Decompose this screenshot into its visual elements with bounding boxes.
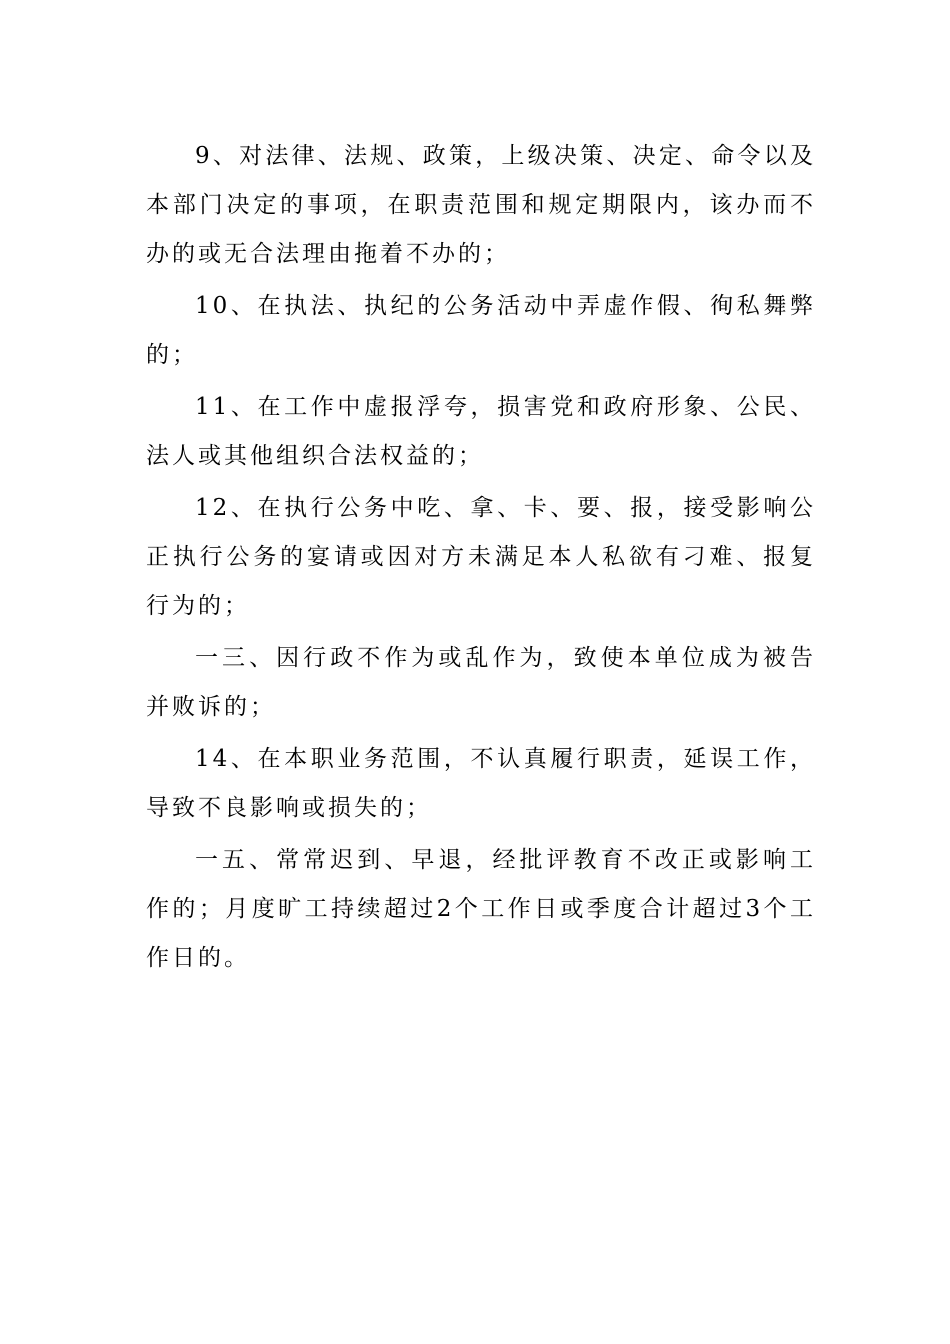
paragraph-item-11: 11、在工作中虚报浮夸，损害党和政府形象、公民、法人或其他组织合法权益的；	[146, 394, 816, 469]
paragraph-item-15: 一五、常常迟到、早退，经批评教育不改正或影响工作的；月度旷工持续超过2个工作日或季度合计超过3个工作日的。	[146, 847, 816, 971]
paragraph-item-10: 10、在执法、执纪的公务活动中弄虚作假、徇私舞弊的；	[146, 293, 816, 368]
document-body	[146, 132, 816, 986]
paragraph-item-13: 一三、因行政不作为或乱作为，致使本单位成为被告并败诉的；	[146, 645, 816, 720]
paragraph-item-12: 12、在执行公务中吃、拿、卡、要、报，接受影响公正执行公务的宴请或因对方未满足本人私欲有刁难、报复行为的；	[146, 495, 816, 619]
paragraph-item-9: 9、对法律、法规、政策，上级决策、决定、命令以及本部门决定的事项，在职责范围和规定期限内，该办而不办的或无合法理由拖着不办的；	[146, 143, 816, 267]
paragraph-item-14: 14、在本职业务范围，不认真履行职责，延误工作，导致不良影响或损失的；	[146, 746, 816, 821]
